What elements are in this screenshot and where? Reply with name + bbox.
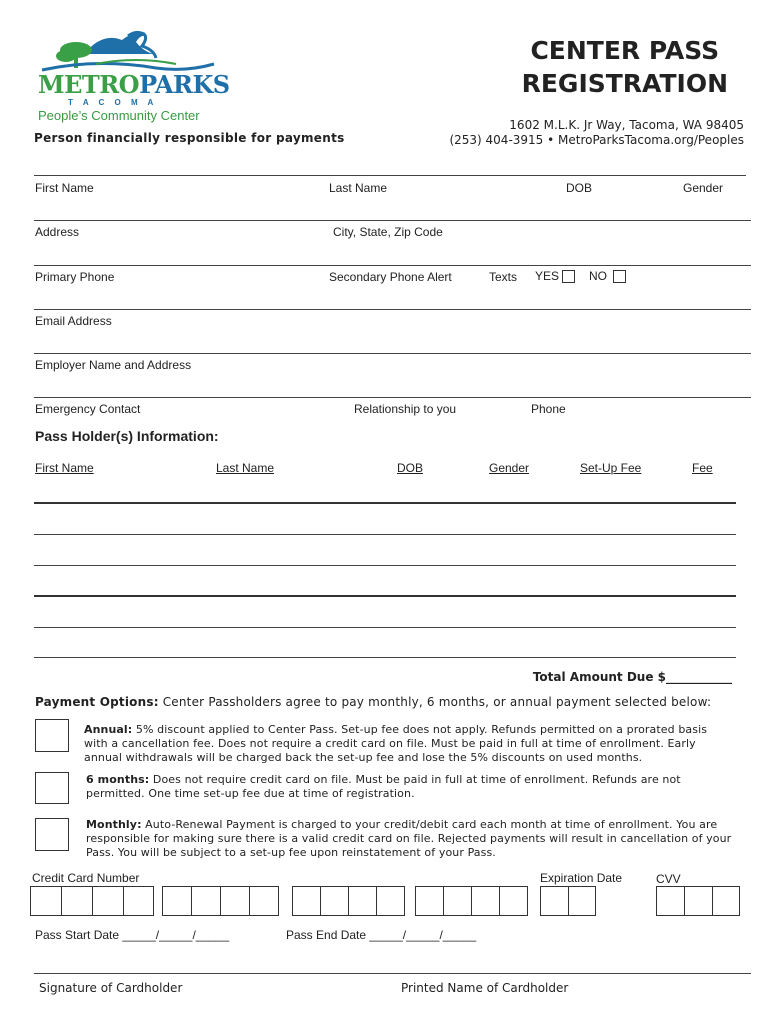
- signature-label: Signature of Cardholder: [39, 981, 183, 995]
- texts-no-option[interactable]: [589, 269, 626, 283]
- card-digit-box[interactable]: [348, 886, 376, 916]
- cvv-boxes[interactable]: [656, 886, 740, 916]
- card-number-group-4[interactable]: [415, 886, 528, 916]
- logo-tacoma-text: T A C O M A: [68, 98, 158, 107]
- annual-checkbox[interactable]: [35, 719, 69, 752]
- card-number-group-1[interactable]: [30, 886, 154, 916]
- city-state-zip-label: City, State, Zip Code: [333, 225, 443, 239]
- card-digit-box[interactable]: [499, 886, 528, 916]
- ph-col-last-name: Last Name: [216, 461, 275, 475]
- ph-col-gender: Gender: [489, 461, 530, 475]
- card-digit-box[interactable]: [376, 886, 405, 916]
- payment-options-label: Payment Options:: [35, 695, 159, 709]
- annual-description: [84, 723, 734, 765]
- annual-text: 5% discount applied to Center Pass. Set-up fee does not apply. Refunds permitted on a prorated basis with a cancellation fee. Does not require a credit card on file. Must be paid in full at time of enrollment. Early annual withdrawals will be charged back the set-up fee and lose the 5% discounts on used months.: [84, 723, 708, 764]
- card-digit-box[interactable]: [320, 886, 348, 916]
- pass-holders-heading: Pass Holder(s) Information:: [35, 428, 219, 444]
- no-checkbox[interactable]: [613, 270, 626, 283]
- title-line-2: REGISTRATION: [521, 69, 728, 98]
- pass-holder-row-2[interactable]: [34, 534, 736, 535]
- six-months-label: 6 months:: [86, 773, 150, 786]
- card-number-group-2[interactable]: [162, 886, 279, 916]
- card-digit-box[interactable]: [92, 886, 123, 916]
- metroparks-logo: [36, 28, 230, 108]
- card-digit-box[interactable]: [30, 886, 61, 916]
- ph-col-setup-fee: Set-Up Fee: [580, 461, 642, 475]
- last-name-label: Last Name: [329, 181, 388, 195]
- email-field[interactable]: [34, 353, 751, 354]
- monthly-label: Monthly:: [86, 818, 142, 831]
- emergency-phone-label: Phone: [531, 402, 566, 416]
- pass-holder-row-4[interactable]: [34, 595, 736, 597]
- card-digit-box[interactable]: [471, 886, 499, 916]
- card-digit-box[interactable]: [415, 886, 443, 916]
- pass-holder-row-6[interactable]: [34, 657, 736, 658]
- address-field[interactable]: [34, 265, 751, 266]
- dob-label: DOB: [566, 181, 593, 195]
- center-contact: (253) 404-3915 • MetroParksTacoma.org/Peoples: [449, 133, 744, 147]
- cvv-box[interactable]: [712, 886, 740, 916]
- ph-col-fee: Fee: [692, 461, 713, 475]
- yes-label: YES: [535, 269, 560, 283]
- cvv-label: CVV: [656, 872, 681, 886]
- logo-parks-text: PARKS: [139, 70, 230, 99]
- emergency-contact-label: Emergency Contact: [35, 402, 141, 416]
- six-months-description: [86, 773, 706, 801]
- card-digit-box[interactable]: [220, 886, 249, 916]
- six-months-text: Does not require credit card on file. Must be paid in full at time of enrollment. Refunds are not permitted. One time set-up fee due at time of registration.: [86, 773, 681, 800]
- page-title: [522, 34, 728, 100]
- expiration-box[interactable]: [540, 886, 568, 916]
- total-amount-due: Total Amount Due $___________: [532, 670, 732, 684]
- card-digit-box[interactable]: [191, 886, 220, 916]
- gender-label: Gender: [683, 181, 724, 195]
- employer-field[interactable]: [34, 397, 751, 398]
- card-number-group-3[interactable]: [292, 886, 405, 916]
- monthly-checkbox[interactable]: [35, 818, 69, 851]
- card-digit-box[interactable]: [162, 886, 191, 916]
- pass-holder-row-5[interactable]: [34, 627, 736, 628]
- email-label: Email Address: [35, 314, 112, 328]
- first-name-field[interactable]: [34, 220, 751, 221]
- phone-field[interactable]: [34, 309, 751, 310]
- expiration-boxes[interactable]: [540, 886, 596, 916]
- payment-options-text: Center Passholders agree to pay monthly, 6 months, or annual payment selected below:: [158, 695, 712, 709]
- pass-start-date[interactable]: Pass Start Date _____/_____/_____: [35, 928, 230, 942]
- printed-name-label: Printed Name of Cardholder: [401, 981, 569, 995]
- center-address: 1602 M.L.K. Jr Way, Tacoma, WA 98405: [509, 118, 744, 132]
- divider: [34, 175, 746, 176]
- card-digit-box[interactable]: [61, 886, 92, 916]
- card-digit-box[interactable]: [123, 886, 154, 916]
- signature-line[interactable]: [34, 973, 751, 974]
- first-name-label: First Name: [35, 181, 94, 195]
- secondary-phone-label: Secondary Phone Alert: [329, 270, 452, 284]
- ph-col-dob: DOB: [397, 461, 424, 475]
- six-months-checkbox[interactable]: [35, 772, 69, 804]
- address-label: Address: [35, 225, 80, 239]
- pass-holder-row-1[interactable]: [34, 502, 736, 504]
- employer-label: Employer Name and Address: [35, 358, 192, 372]
- title-line-1: CENTER PASS: [530, 36, 720, 65]
- texts-label: Texts: [489, 270, 518, 284]
- card-digit-box[interactable]: [249, 886, 279, 916]
- relationship-label: Relationship to you: [354, 402, 457, 416]
- primary-phone-label: Primary Phone: [35, 270, 115, 284]
- no-label: NO: [589, 269, 607, 283]
- tagline: People’s Community Center: [38, 108, 200, 123]
- texts-yes-option[interactable]: [535, 269, 575, 283]
- yes-checkbox[interactable]: [562, 270, 575, 283]
- monthly-text: Auto-Renewal Payment is charged to your credit/debit card each month at time of enrollment. You are responsible for making sure there is a valid credit card on file. Rejected payments will result in cancellation of your Pass. You will be subject to a set-up fee upon reinstatement of your Pass.: [86, 818, 732, 859]
- payment-options-heading: [35, 695, 711, 709]
- responsible-heading: Person financially responsible for payments: [34, 131, 345, 145]
- card-digit-box[interactable]: [443, 886, 471, 916]
- pass-end-date[interactable]: Pass End Date _____/_____/_____: [286, 928, 477, 942]
- expiration-box[interactable]: [568, 886, 596, 916]
- pass-holder-row-3[interactable]: [34, 565, 736, 566]
- monthly-description: [86, 818, 734, 860]
- ph-col-first-name: First Name: [35, 461, 94, 475]
- credit-card-number-label: Credit Card Number: [32, 871, 140, 885]
- card-digit-box[interactable]: [292, 886, 320, 916]
- cvv-box[interactable]: [684, 886, 712, 916]
- expiration-date-label: Expiration Date: [540, 871, 623, 885]
- logo-metro-text: METRO: [38, 70, 140, 99]
- cvv-box[interactable]: [656, 886, 684, 916]
- annual-label: Annual:: [84, 723, 133, 736]
